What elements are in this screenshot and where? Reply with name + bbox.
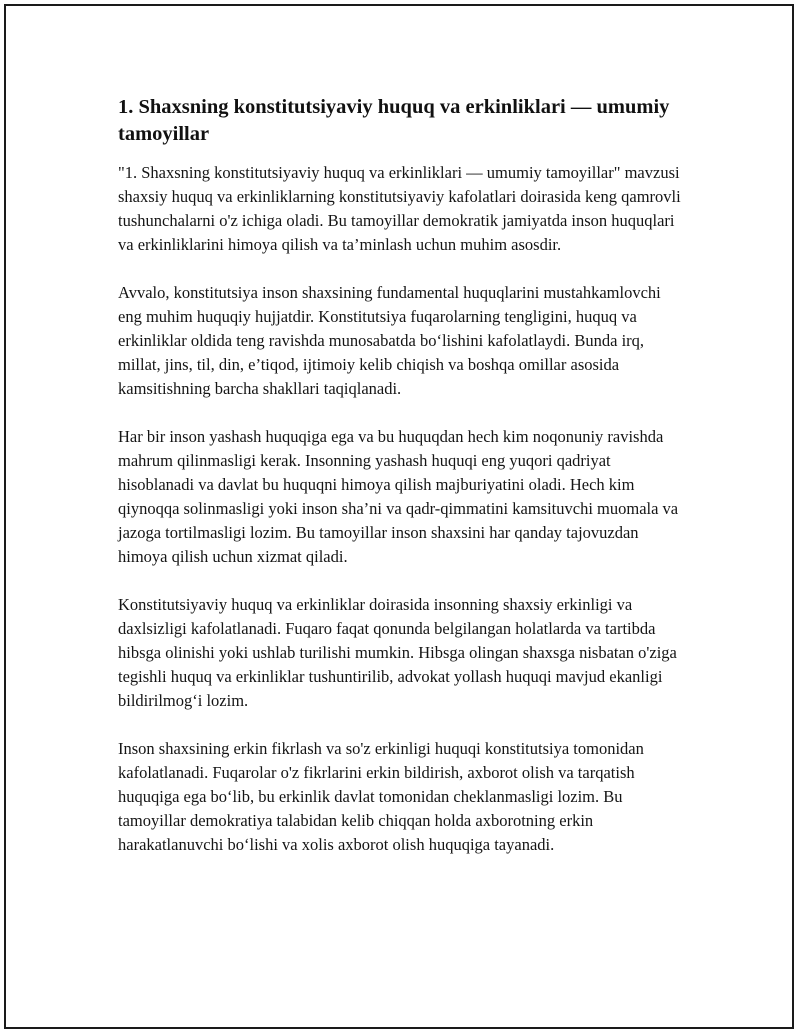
paragraph-right-to-life: Har bir inson yashash huquqiga ega va bu huquqdan hech kim noqonuniy ravishda mahrum qilinmasligi kerak. Insonning yashash huquqi eng yuqori qadriyat hisoblanadi va davlat bu huquqni himoya qilish majburiyatini oladi. Hech kim qiynoqqa solinmasligi yoki inson sha’ni va qadr-qimmatini kamsituvchi muomala va jazoga tortilmasligi lozim. Bu tamoyillar inson shaxsini har qanday tajovuzdan himoya qilish uchun xizmat qiladi. — [118, 427, 679, 566]
paragraph-intro: "1. Shaxsning konstitutsiyaviy huquq va erkinliklari — umumiy tamoyillar" mavzusi shaxsiy huquq va erkinliklarning konstitutsiyaviy kafolatlari doirasida keng qamrovli tushunchalarni o'z ichiga oladi. Bu tamoyillar demokratik jamiyatda inson huquqlari va erkinliklarini himoya qilish va ta’minlash uchun muhim asosdir. — [118, 163, 681, 254]
paragraph-constitution-equality: Avvalo, konstitutsiya inson shaxsining fundamental huquqlarini mustahkamlovchi eng muhim huquqiy hujjatdir. Konstitutsiya fuqarolarning tengligini, huquq va erkinliklar oldida teng ravishda munosabatda bo‘lishini kafolatlaydi. Bunda irq, millat, jins, til, din, e’tiqod, ijtimoiy kelib chiqish va boshqa omillar asosida kamsitishning barcha shakllari taqiqlanadi. — [118, 283, 661, 398]
paragraph-freedom-of-speech: Inson shaxsining erkin fikrlash va so'z erkinligi huquqi konstitutsiya tomonidan kafolatlanadi. Fuqarolar o'z fikrlarini erkin bildirish, axborot olish va tarqatish huquqiga ega bo‘lib, bu erkinlik davlat tomonidan cheklanmasligi lozim. Bu tamoyillar demokratiya talabidan kelib chiqqan holda axborotning erkin harakatlanuvchi bo‘lishi va xolis axborot olish huquqiga tayanadi. — [118, 739, 644, 854]
document-body — [118, 94, 688, 881]
section-heading: 1. Shaxsning konstitutsiyaviy huquq va erkinliklari — umumiy tamoyillar — [118, 96, 670, 145]
paragraph-personal-liberty: Konstitutsiyaviy huquq va erkinliklar doirasida insonning shaxsiy erkinligi va daxlsizligi kafolatlanadi. Fuqaro faqat qonunda belgilangan holatlarda va tartibda hibsga olinishi yoki ushlab turilishi mumkin. Hibsga olingan shaxsga nisbatan o'ziga tegishli huquq va erkinliklar tushuntirilib, advokat yollash huquqi mavjud ekanligi bildirilmog‘i lozim. — [118, 595, 677, 710]
